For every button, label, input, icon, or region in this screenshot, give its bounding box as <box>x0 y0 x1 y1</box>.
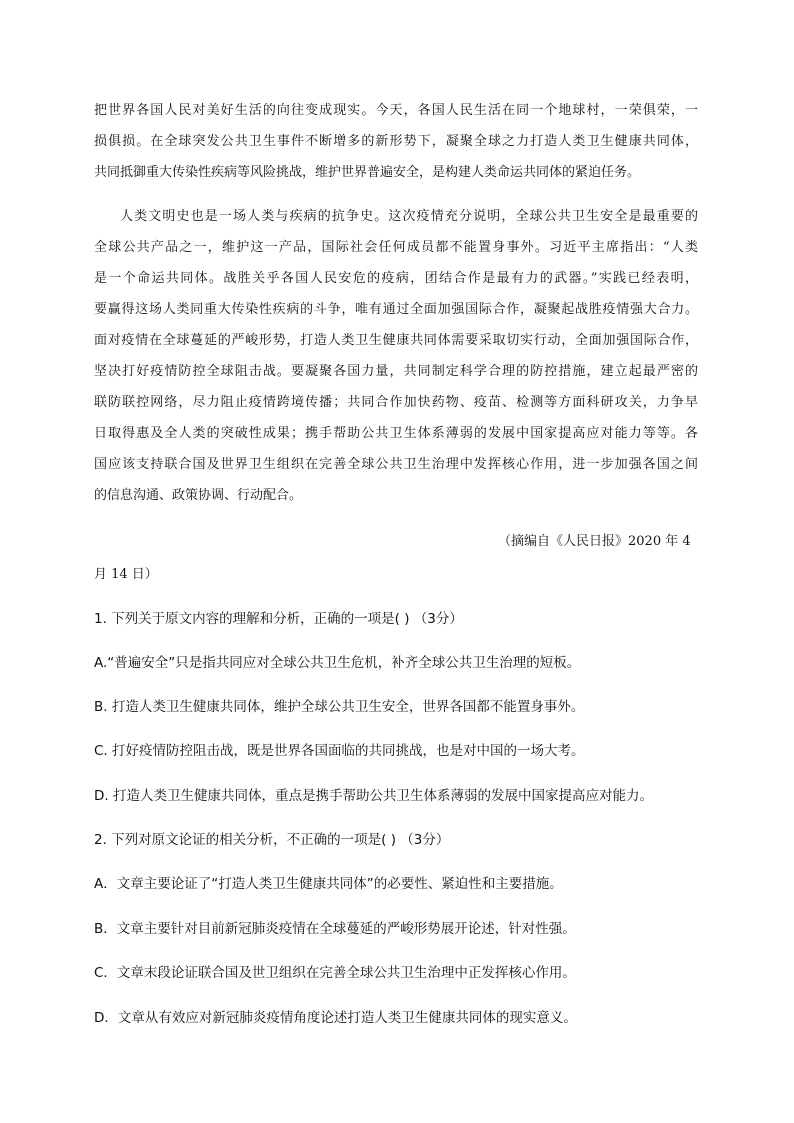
source-attribution: 月 14 日） <box>94 567 158 582</box>
option-b: B．文章主要针对目前新冠肺炎疫情在全球蔓延的严峻形势展开论述，针对性强。 <box>94 921 576 937</box>
passage-line: 是一个命运共同体。战胜关乎各国人民安危的疫病，团结合作是最有力的武器。”实践已经表明， <box>94 271 698 286</box>
option-b: B. 打造人类卫生健康共同体，维护全球公共卫生安全，世界各国都不能置身事外。 <box>94 699 585 715</box>
question-stem: 2. 下列对原文论证的相关分析，不正确的一项是( ) （3分） <box>94 832 450 848</box>
option-c: C. 打好疫情防控阻击战，既是世界各国面临的共同挑战，也是对中国的一场大考。 <box>94 743 585 759</box>
passage-line: 坚决打好疫情防控全球阻击战。要凝聚各国力量，共同制定科学合理的防控措施，建立起最严密的 <box>94 364 698 379</box>
passage-line: 国应该支持联合国及世界卫生组织在完善全球公共卫生治理中发挥核心作用，进一步加强各国之间 <box>94 457 698 472</box>
passage-line: 损俱损。在全球突发公共卫生事件不断增多的新形势下，凝聚全球之力打造人类卫生健康共同体， <box>94 134 698 149</box>
passage-line: 的信息沟通、政策协调、行动配合。 <box>94 488 303 503</box>
option-d: D．文章从有效应对新冠肺炎疫情角度论述打造人类卫生健康共同体的现实意义。 <box>94 1010 577 1026</box>
option-a: A．文章主要论证了“打造人类卫生健康共同体”的必要性、紧迫性和主要措施。 <box>94 876 563 892</box>
passage-line: 全球公共产品之一，维护这一产品，国际社会任何成员都不能置身事外。习近平主席指出：“人类 <box>94 240 698 255</box>
option-d: D. 打造人类卫生健康共同体，重点是携手帮助公共卫生体系薄弱的发展中国家提高应对能力。 <box>94 788 653 804</box>
question-stem: 1. 下列关于原文内容的理解和分析，正确的一项是( ) （3分） <box>94 611 463 627</box>
passage-line: 面对疫情在全球蔓延的严峻形势，打造人类卫生健康共同体需要采取切实行动，全面加强国际合作， <box>94 333 698 348</box>
source-attribution: （摘编自《人民日报》2020 年 4 <box>498 534 691 549</box>
passage-line: 人类文明史也是一场人类与疾病的抗争史。这次疫情充分说明，全球公共卫生安全是最重要的 <box>120 209 698 224</box>
passage-line: 共同抵御重大传染性疾病等风险挑战，维护世界普遍安全，是构建人类命运共同体的紧迫任务。 <box>94 165 641 180</box>
passage-line: 联防联控网络，尽力阻止疫情跨境传播；共同合作加快药物、疫苗、检测等方面科研攻关，力争早 <box>94 395 698 410</box>
passage-line: 把世界各国人民对美好生活的向往变成现实。今天，各国人民生活在同一个地球村，一荣俱荣，一 <box>94 103 698 118</box>
option-a: A.“普遍安全”只是指共同应对全球公共卫生危机，补齐全球公共卫生治理的短板。 <box>94 655 581 671</box>
passage-line: 要赢得这场人类同重大传染性疾病的斗争，唯有通过全面加强国际合作，凝聚起战胜疫情强大合力。 <box>94 302 698 317</box>
option-c: C．文章末段论证联合国及世卫组织在完善全球公共卫生治理中正发挥核心作用。 <box>94 965 576 981</box>
passage-line: 日取得惠及全人类的突破性成果；携手帮助公共卫生体系薄弱的发展中国家提高应对能力等等。各 <box>94 426 698 441</box>
